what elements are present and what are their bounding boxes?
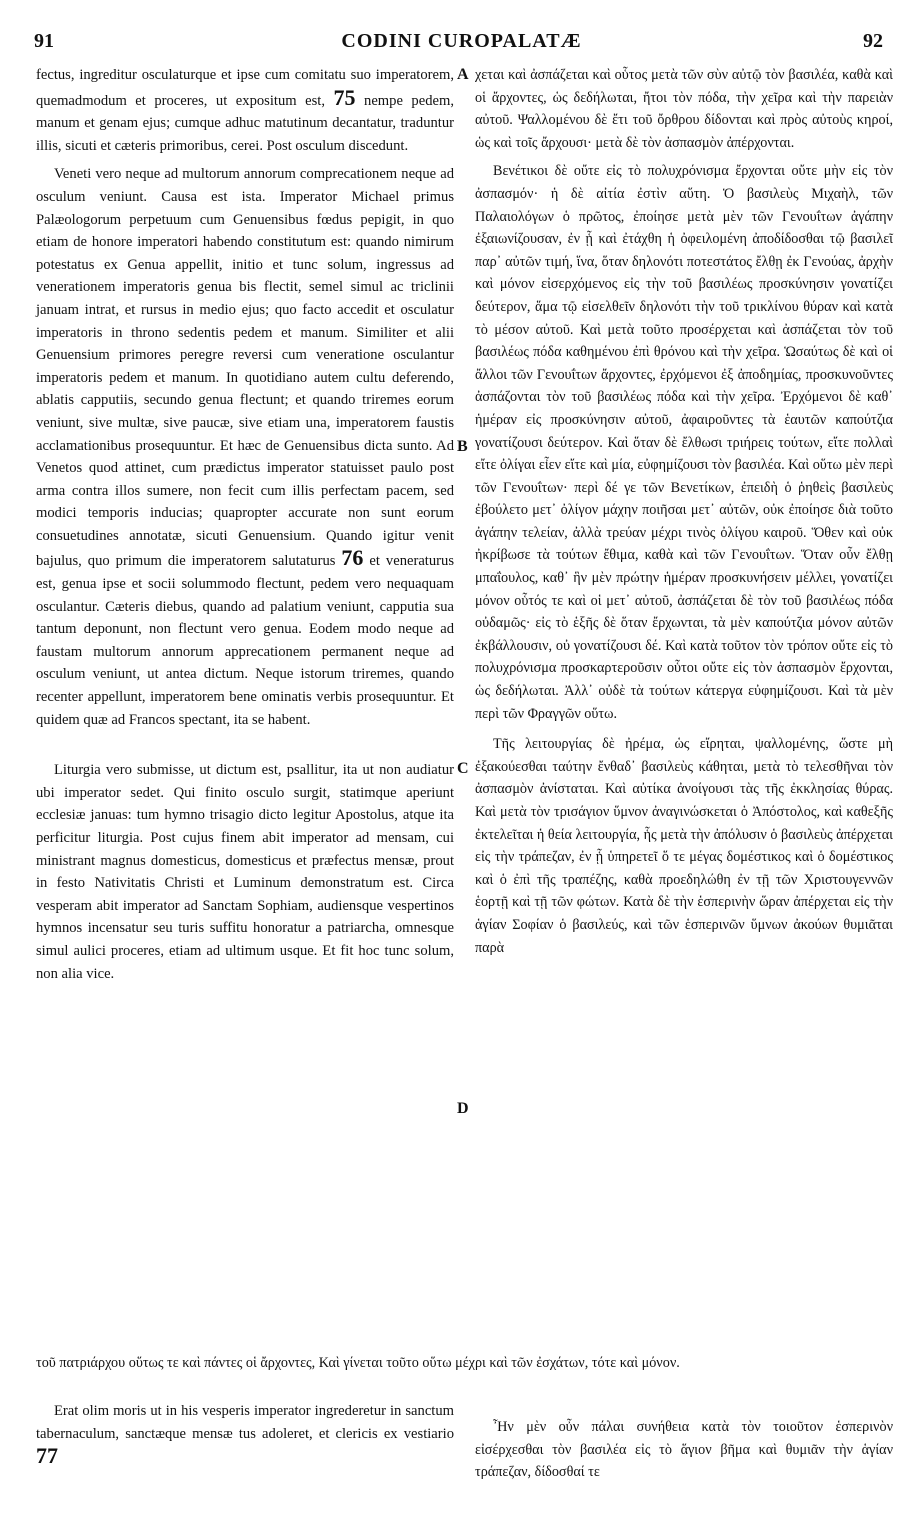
greek-paragraph-1: χεται καὶ ἀσπάζεται καὶ οὗτος μετὰ τῶν σὺν αὐτῷ τὸν βασιλέα, καθὰ καὶ οἱ ἄρχοντες, ὡς δεδήλωται, ἤτοι τὸν πόδα, τὴν χεῖρα καὶ τὴν παρειὰν αὐτοῦ. Ψαλλομένου δὲ ἔτι τοῦ ὄρθρου δίδονται καὶ πρὸς αὐτοὺς κηροί, ὡς καὶ τοῖς ἄρχουσι· μετὰ δὲ τὸν ἀσπασμὸν ἀπέρχονται.: [475, 67, 893, 151]
line-number-76: 76: [341, 545, 364, 571]
latin-paragraph-3: Liturgia vero submisse, ut dictum est, psallitur, ita ut non audiatur ubi imperator sedet. Qui finito osculo surgit, statimque aperiunt ecclesiæ januas: tum hymno trisagio dicto legitur Apostolus, atque ita perficitur liturgia. Post cujus finem abit imperator ad mensam, cui ministrant magnus domesticus, domesticus et præfectus mensæ, prout in festo Nativitatis Christi et Luminum demonstratum est. Circa vesperam abit imperator ad Sanctam Sophiam, audiensque vespertinos hymnos incensatur seu turis suffitu honoratur a patriarcha, omnesque simul aulici proceres, etiam ad ultimum usque. Et fit hoc tunc solum, non alia vice.: [36, 762, 454, 982]
latin-final-paragraph: Erat olim moris ut in his vesperis imperator ingrederetur in sanctum tabernaculum, sanctæque mensæ tus adoleret, et clericis ex vestiario 77: [36, 1403, 454, 1469]
line-number-75: 75: [333, 84, 356, 110]
margin-letter-a: A: [457, 66, 469, 83]
greek-spanning-line: τοῦ πατριάρχου οὕτως τε καὶ πάντες οἱ ἄρχοντες, Καὶ γίνεται τοῦτο οὕτω μέχρι καὶ τῶν ἐσχάτων, τότε καὶ μόνον.: [36, 1355, 680, 1371]
latin-paragraph-2: Veneti vero neque ad multorum annorum comprecationem neque ad osculum veniunt. Causa est ista. Imperator Michael primus Palæologorum perpetuum cum Genuensibus fœdus pepigit, in quo etiam de honore imperatori habendo constitutum est: quando nimirum potestatus ex Genua appellit, initio et tunc solum, ingressus ad venerationem imperatoris genua bis flectit, semel simul ac triclinii januam intrat, et rursus in medio ejus; quo facto accedit et osculatur imperatoris in throno sedentis pedem et manum. Similiter et alii Genuensium primores peregre reversi cum veneratione osculantur imperatoris pedem et manum. In quotidiano autem cultu deferendo, ablatis capputiis, secundo genua flectunt; et quando triremes eorum veniunt, sive multæ, sive paucæ, sive etiam una, imperatorem faustis acclamationibus prosequuntur. Et hæc de Genuensibus dicta sunto. Ad Venetos quod attinet, cum prædictus imperator statuisset paulo post arma contra illos sumere, non fecit cum illis perfectam pacem, sed modici temporis inducias; quapropter accurate non sunt eorum consuetudines annotatæ, sicuti Genuensium. Quando igitur venit bajulus, quo primum die imperatorem salutaturus 76 et veneraturus est, genua ipse et socii solummodo flectunt, pedem vero nequaquam osculantur. Cæteris diebus, quando ad palatium veniunt, capputia sua tantum deponunt, non flectunt vero genua. Eodem modo neque ad faustam multorum annorum apprecationem permanent neque ad osculum veniunt, ut antea dictum. Neque istorum triremes, quando recenter appellunt, imperatorem bene ominatis verbis prosequuntur. Et quidem quæ ad Francos spectant, ita se habent.: [36, 166, 454, 728]
running-header: [0, 8, 923, 52]
margin-letter-c: C: [457, 760, 469, 777]
page-number-left: 91: [34, 30, 54, 52]
line-number-77: 77: [36, 1443, 58, 1469]
margin-letter-b: B: [457, 438, 468, 455]
greek-final-paragraph: Ἦν μὲν οὖν πάλαι συνήθεια κατὰ τὸν τοιοῦτον ἑσπερινὸν εἰσέρχεσθαι τὸν βασιλέα εἰς τὸ ἅγιον βῆμα καὶ θυμιᾶν τὴν ἁγίαν τράπεζαν, δίδοσθαί τε: [475, 1419, 893, 1481]
greek-paragraph-3: Τῆς λειτουργίας δὲ ἠρέμα, ὡς εἴρηται, ψαλλομένης, ὥστε μὴ ἐξακούεσθαι ταύτην ἔνθαδ᾽ βασιλεὺς κάθηται, μετὰ τὸ τελεσθῆναι τὸν ἀσπασμὸν ἀνίσταται. Καὶ αὐτίκα ἀνοίγουσι τὰς τῆς ἐκκλησίας θύρας. Καὶ μετὰ τὸν τρισάγιον ὕμνον ἀναγινώσκεται ὁ Ἀπόστολος, καὶ καθεξῆς ἐκτελεῖται ἡ θεία λειτουργία, ἧς μετὰ τὴν ἀπόλυσιν ὁ βασιλεὺς ἀπέρχεται εἰς τὴν τράπεζαν, ἐν ᾗ ὑπηρετεῖ ὅ τε μέγας δομέστικος καὶ ὁ δομέστικος καὶ ὁ ἐπὶ τῆς τραπέζης, καθὰ προεδηλώθη ἐν τῇ τῶν Χριστουγεννῶν ἑορτῇ καὶ τῇ τῶν φώτων. Κατὰ δὲ τὴν ἑσπερινὴν ὥραν ἀπέρχεται εἰς τὴν ἁγίαν Σοφίαν ὁ βασιλεύς, καὶ τῶν ἑσπερινῶν ὕμνων ἀκούων θυμιᾶται παρὰ: [475, 736, 893, 956]
running-title: CODINI CUROPALATÆ: [341, 30, 582, 52]
page-number-right: 92: [863, 30, 883, 52]
latin-paragraph-1: fectus, ingreditur osculaturque et ipse cum comitatu suo imperatorem, quemadmodum et proceres, ut expositum est, 75 nempe pedem, manum et genam ejus; cumque adhuc matutinum decantatur, traduntur illis, sicuti et cæteris primoribus, cerei. Post osculum discedunt.: [36, 67, 454, 154]
margin-letter-d: D: [457, 1100, 469, 1117]
greek-paragraph-2: Βενέτικοι δὲ οὔτε εἰς τὸ πολυχρόνισμα ἔρχονται οὔτε μὴν εἰς τὸν ἀσπασμόν· ἡ δὲ αἰτία ἐστὶν αὕτη. Ὁ βασιλεὺς Μιχαὴλ, τῶν Παλαιολόγων ὁ πρῶτος, ἐποίησε μετὰ μὲν τῶν Γενουΐτων ἀγάπην ἐξαιωνίζουσαν, ἐν ᾗ καὶ ἐτάχθη ἡ ὀφειλομένη ἀποδίδοσθαι τῷ βασιλεῖ παρ᾽ αὐτῶν τιμή, ἵνα, ὅταν δηλονότι ποτεστάτος ἔλθῃ ἐκ Γενούας, ἀρχὴν καὶ μόνον εἰσερχόμενος εἰς τὴν τοῦ βασιλέως προσκύνησιν γονατίζει δεύτερον, ἅμα τῷ εἰσελθεῖν δηλονότι τὴν τοῦ τρικλίνου θύραν καὶ κατὰ τὸ μέσον αὐτοῦ. Καὶ μετὰ τοῦτο προσέρχεται καὶ ἀσπάζεται τὸν τοῦ βασιλέως πόδα καθημένου ἐπὶ θρόνου καὶ τὴν χεῖρα. Ὡσαύτως δὲ καὶ οἱ ἄλλοι τῶν Γενουΐτων ἄρχοντες, ἐρχόμενοι ἐξ ἀποδημίας, προσκυνοῦντες ἀσπάζονται τὸν τοῦ βασιλέως πόδα καὶ τὴν χεῖρα. Ἐρχόμενοι δὲ καθ᾽ ἡμέραν εἰς προσκύνησιν αὐτοῦ, ἀφαιροῦντες τὰ ἑαυτῶν καπούτζια γονατίζουσι δεύτερον. Καὶ ὅταν δὲ ἔλθωσι τριήρεις τούτων, εἴτε πολλαὶ εἴτε ὀλίγαι εἶεν εἴτε καὶ μία, εὐφημίζουσι τὸν βασιλέα. Καὶ οὕτω μὲν περὶ τῶν Γενουΐτων· περὶ δέ γε τῶν Βενετίκων, ἐπειδὴ ὁ ῥηθεὶς βασιλεὺς ἐβούλετο μετ᾽ ὀλίγον μάχην ποιῆσαι μετ᾽ αὐτῶν, οὐκ ἐποίησε διὰ τοῦτο ἀγάπην τελείαν, ἀλλὰ τρεύαν μέχρι τινὸς ὀλίγου καιροῦ. Ὅθεν καὶ οὐκ ἠκρίβωσε τὰ τούτων ἔθιμα, καθὰ καὶ τῶν Γενουΐτων. Ὅταν οὖν ἔλθῃ μπαΐουλος, καθ᾽ ἣν μὲν πρώτην ἡμέραν προσκυνήσειν μέλλει, γονατίζει μόνον οὗτός τε καὶ οἱ μετ᾽ αὐτοῦ, ἀσπάζεται δὲ τὸν τοῦ βασιλέως πόδα οὐδαμῶς· εἰς τὸ ἑξῆς δὲ ὅταν ἔρχωνται, τὰ μὲν καπούτζια μόνον αὐτῶν ἐκβάλλουσιν, οὐ γονατίζουσι δέ. Καὶ κατὰ τοῦτον τὸν τρόπον οὔτε εἰς τὸ πολυχρόνισμα προσκαρτεροῦσιν οὗτοι οὔτε εἰς τὸν ἀσπασμὸν ἔρχονται, ὡς δεδήλωται. Ἀλλ᾽ οὐδὲ τὰ τούτων κάτεργα εὐφημίζουσι. Καὶ τὰ μὲν περὶ τῶν Φραγγῶν οὕτω.: [475, 163, 893, 722]
latin-column: [36, 64, 454, 991]
greek-column: [475, 64, 893, 965]
